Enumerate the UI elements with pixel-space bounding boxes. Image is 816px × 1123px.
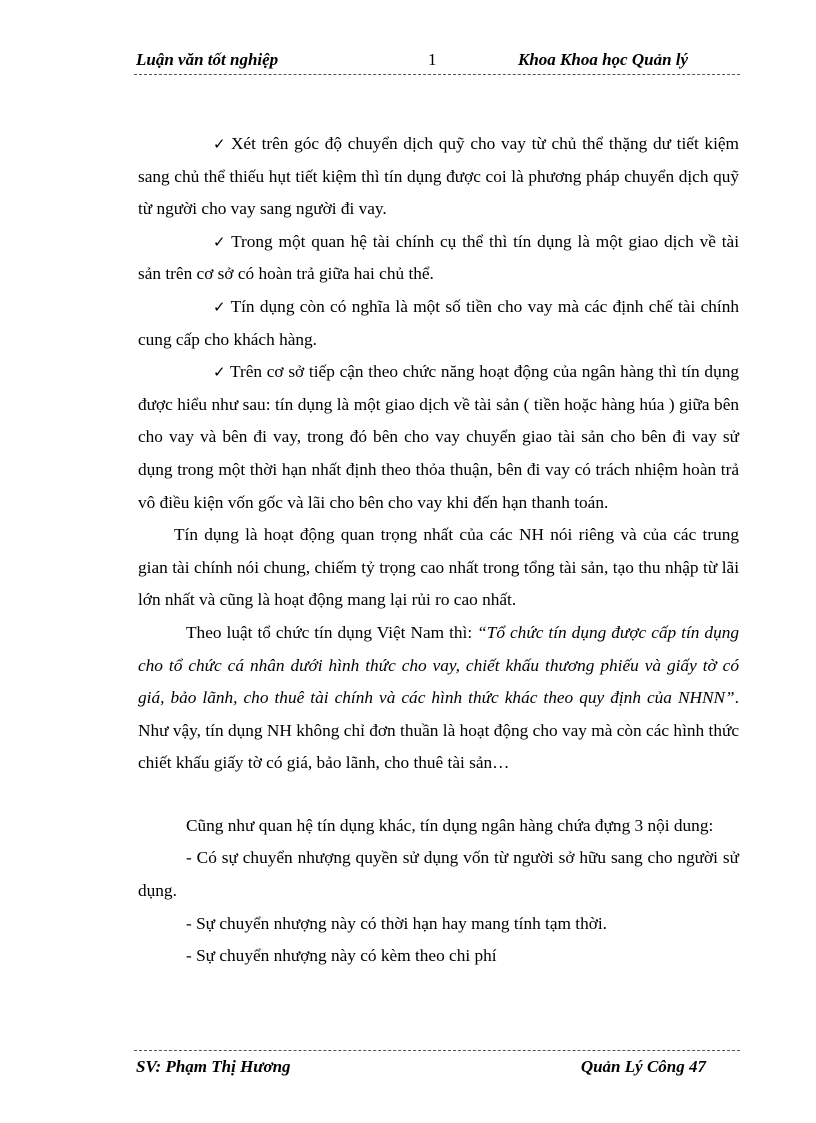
content-item: - Có sự chuyển nhượng quyền sử dụng vốn từ người sở hữu sang cho người sử dụng.	[138, 848, 739, 901]
header-title: Luận văn tốt nghiệp	[136, 50, 279, 69]
bullet-paragraph	[138, 226, 739, 291]
bullet-text: Trên cơ sở tiếp cận theo chức năng hoạt động của ngân hàng thì tín dụng được hiểu như sau: tín dụng là một giao dịch về tài sản ( tiền hoặc hàng húa ) giữa bên cho vay và bên đi vay, trong đó bên cho vay chuyển giao tài sản cho bên đi vay sử dụng trong một thời hạn nhất định theo thỏa thuận, bên đi vay có trách nhiệm hoàn trả vô điều kiện vốn gốc và lãi cho bên cho vay khi đến hạn thanh toán.	[138, 362, 739, 512]
page-number: 1	[428, 50, 437, 69]
spacer	[138, 780, 739, 810]
content-intro: Cũng như quan hệ tín dụng khác, tín dụng ngân hàng chứa đựng 3 nội dung:	[186, 815, 714, 835]
bullet-text: Trong một quan hệ tài chính cụ thể thì tín dụng là một giao dịch về tài sản trên cơ sở có hoàn trả giữa hai chủ thể.	[138, 231, 739, 284]
bullet-text: Tín dụng còn có nghĩa là một số tiền cho vay mà các định chế tài chính cung cấp cho khách hàng.	[138, 296, 739, 349]
content-item: - Sự chuyển nhượng này có kèm theo chi phí	[186, 946, 497, 966]
check-icon: ✓	[213, 135, 227, 153]
page-header	[134, 48, 740, 75]
bullet-paragraph	[138, 356, 739, 519]
page-footer	[134, 1050, 740, 1081]
law-intro: Theo luật tổ chức tín dụng Việt Nam thì:	[186, 622, 478, 642]
law-rest: . Như vậy, tín dụng NH không chỉ đơn thuần là hoạt động cho vay mà còn các hình thức chiết khấu giấy tờ có giá, bảo lãnh, cho thuê tài sản…	[138, 688, 739, 773]
check-icon: ✓	[213, 232, 228, 251]
footer-class: Quản Lý Công 47	[580, 1057, 706, 1076]
content-item: - Sự chuyển nhượng này có thời hạn hay mang tính tạm thời.	[186, 913, 607, 933]
law-quote: “Tổ chức tín dụng được cấp tín dụng cho tổ chức cá nhân dưới hình thức cho vay, chiết khấu thương phiếu và giấy tờ có giá, bảo lãnh, cho thuê tài chính và các hình thức khác theo quy định của NHNN”	[138, 622, 739, 708]
check-icon: ✓	[213, 363, 226, 382]
bullet-paragraph	[138, 128, 739, 226]
footer-student: SV: Phạm Thị Hương	[136, 1057, 291, 1076]
bullet-paragraph	[138, 291, 739, 356]
header-department: Khoa Khoa học Quản lý	[518, 50, 689, 69]
check-icon: ✓	[213, 297, 227, 316]
law-paragraph	[138, 617, 739, 780]
document-body	[138, 128, 739, 973]
bullet-text: Xét trên góc độ chuyển dịch quỹ cho vay từ chủ thể thặng dư tiết kiệm sang chủ thể thiếu hụt tiết kiệm thì tín dụng được coi là phương pháp chuyển dịch quỹ từ người cho vay sang người đi vay.	[138, 134, 739, 219]
importance-paragraph: Tín dụng là hoạt động quan trọng nhất của các NH nói riêng và của các trung gian tài chính nói chung, chiếm tỷ trọng cao nhất trong tổng tài sản, tạo thu nhập từ lãi lớn nhất và cũng là hoạt động mang lại rủi ro cao nhất.	[138, 525, 739, 610]
